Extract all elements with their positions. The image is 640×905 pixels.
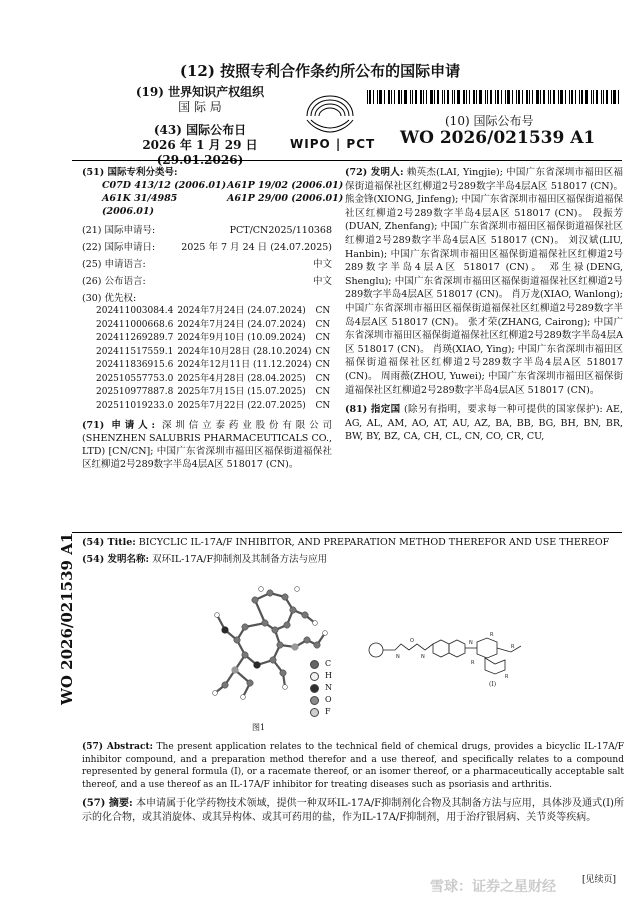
barcode-bar [437,90,439,104]
classification-grid [82,179,344,218]
title-en-row [82,536,622,549]
filing-language-value: 中文 [312,259,332,270]
office-name-line2: 国 际 局 [178,100,222,114]
applicant-text: 深圳信立泰药业股份有限公司 (SHENZHEN SALUBRIS PHARMACEUTICALS CO., LTD) [CN/CN]; 中国广东省深圳市福田区福保街道福保社区红柳道2号289数字半岛4层A区 518017 (CN)。 [82,420,332,470]
priority-row [96,359,334,373]
svg-text:R: R [505,674,509,680]
priority-number: 202411269289.7 [96,333,174,343]
legend-label: C [325,659,332,668]
barcode-bar [452,90,453,104]
atom-legend [310,658,332,718]
barcode-bar [522,90,523,104]
barcode-bar [516,90,517,104]
priority-number: 202510557753.0 [96,373,174,384]
barcode-bar [507,90,510,104]
designated-states-text: (除另有指明，要求每一种可提供的国家保护): AE, AG, AL, AM, AO, AT, AU, AZ, BA, BB, BG, BH, BN, BR, BW, BY, BZ, CA, CH, CL, CN, CO, CR, CU, [345,404,623,443]
inventors-block [345,166,623,397]
title-en-text: BICYCLIC IL-17A/F INHIBITOR, AND PREPARATION METHOD THEREFOR AND USE THEREOF [138,537,610,548]
barcode-bar [423,90,424,104]
barcode-bar [391,90,392,104]
wipo-pct-label: WIPO | PCT [290,137,376,151]
legend-item [310,670,332,682]
barcode-bar [575,90,576,104]
abstract-en [82,741,624,791]
barcode-bar [543,90,545,104]
barcode-bar [571,90,573,104]
wipo-logo-icon [285,92,375,136]
barcode-bar [601,90,602,104]
publication-language-label: (26) 公布语言: [82,276,146,287]
barcode-bar [384,90,385,104]
filing-language-row [82,258,332,271]
priority-number: 202411000668.6 [96,319,174,330]
barcode-bar [373,90,374,104]
classification-code: A61P 19/02 (2006.01) [227,180,344,191]
barcode-bar [526,90,528,104]
left-column [82,166,344,471]
abstract-zh-label: (57) 摘要: [82,798,133,809]
barcode-bar [591,90,592,104]
legend-item [310,658,332,670]
barcode-bar [540,90,541,104]
filing-date-value: 2025 年 7 月 24 日 (24.07.2025) [181,242,332,253]
priority-row [96,373,334,387]
title-zh-row [82,553,622,566]
inventors-text: 赖英杰(LAI, Yingjie); 中国广东省深圳市福田区福保街道福保社区红柳道2号289数字半岛4层A区 518017 (CN)。 熊金锋(XIONG, Jinfeng); 中国广东省深圳市福田区福保街道福保社区红柳道2号289数字半岛4层A区 518017 (CN)。 段振芳(DUAN, Zhenfang); 中国广东省深圳市福田区福保街道福保社区红柳道2号289数字半岛4层A区 518017 (CN)。 刘汉斌(LIU, Hanbin); 中国广东省深圳市福田区福保街道福保社区红柳道2号289数字半岛4层A区 518017 (CN)。 邓生禄(DENG, Shenglu); 中国广东省深圳市福田区福保街道福保社区红柳道2号289数字半岛4层A区 518017 (CN)。 肖万龙(XIAO, Wanlong); 中国广东省深圳市福田区福保街道福保社区红柳道2号289数字半岛4层A区 518017 (CN)。 张才荣(ZHANG, Cairong); 中国广东省深圳市福田区福保街道福保社区红柳道2号289数字半岛4层A区 518017 (CN)。 肖瑛(XIAO, Ying); 中国广东省深圳市福田区福保街道福保社区红柳道2号289数字半岛4层A区 518017 (CN)。 周雨薇(ZHOU, Yuwei); 中国广东省深圳市福田区福保街道福保社区红柳道2号289数字半岛4层A区 518017 (CN)。 [345,167,623,396]
priority-label: (30) 优先权: [82,293,137,304]
barcode-bar [377,90,378,104]
filing-date-row [82,241,332,254]
barcode-bar [379,90,382,104]
priority-date: 2024年12月11日 (11.12.2024) [177,360,312,370]
priority-number: 202411517559.1 [96,346,174,357]
svg-text:N: N [396,654,400,660]
barcode-bar [553,90,555,104]
priority-table [96,305,334,413]
office-name [100,85,300,115]
barcode-bar [447,90,449,104]
barcode-bar [497,90,499,104]
abstract-en-text: The present application relates to the technical field of chemical drugs, provides a bicyclic IL-17A/F inhibitor compound, and a preparation method therefor and a use thereof, and specifically relates to a compound represented by general formula (I), or a racemate thereof, or an isomer thereof, or a pharmaceutically acceptable salt thereof, and a use thereof as an IL-17A/F inhibitor for treating diseases such as psoriasis and arthritis. [82,742,624,790]
priority-date: 2024年10月28日 (28.10.2024) [177,346,312,357]
barcode-bar [548,90,549,104]
barcode-bar [606,90,608,104]
priority-country: CN [315,373,331,384]
barcode-bar [487,90,488,104]
barcode-bar [529,90,530,104]
barcode-bar [426,90,427,104]
app-number-row [82,224,332,237]
priority-row [96,319,334,333]
atom-dot-icon [310,672,319,681]
barcode-bar [532,90,533,104]
barcode-bar [369,90,371,104]
barcode-bar [593,90,594,104]
atom-dot-icon [310,708,319,717]
filing-language-label: (25) 申请语言: [82,259,146,270]
barcode-bar [415,90,417,104]
barcode-bar [558,90,559,104]
barcode-bar [585,90,588,104]
svg-text:R: R [471,660,475,666]
barcode-icon [367,90,622,104]
barcode-bar [550,90,551,104]
priority-number: 202411003084.4 [96,306,174,316]
barcode-bar [398,90,400,104]
barcode-bar [479,90,482,104]
priority-number: 202411836915.6 [96,360,174,370]
barcode-bar [430,90,433,104]
barcode-bar [367,90,368,104]
priority-country: CN [315,333,331,343]
atom-dot-icon [310,696,319,705]
barcode-bar [401,90,402,104]
barcode-bar [536,90,539,104]
barcode-bar [518,90,520,104]
barcode-bar [611,90,612,104]
right-column [345,166,623,444]
priority-date: 2025年7月15日 (15.07.2025) [177,387,306,397]
svg-text:N: N [469,640,473,646]
figure-caption: 图1 [252,723,266,732]
app-number-value: PCT/CN2025/110368 [229,225,332,236]
barcode-bar [613,90,616,104]
barcode-bar [596,90,598,104]
priority-date: 2025年4月28日 (28.04.2025) [177,373,306,384]
barcode-bar [420,90,422,104]
classification-code: C07D 413/12 (2006.01) [102,180,227,191]
structural-formula [365,628,625,688]
priority-row [96,386,334,400]
priority-row [96,400,334,414]
classification-code: A61P 29/00 (2006.01) [227,193,344,204]
barcode-bar [473,90,475,104]
classification-code: A61K 31/4985 (2006.01) [102,193,178,217]
legend-item [310,694,332,706]
svg-text:N: N [421,654,425,660]
priority-number: 202511019233.0 [96,400,174,411]
formula-label: (I) [489,681,497,688]
barcode-bar [501,90,502,104]
atom-dot-icon [310,660,319,669]
svg-text:O: O [410,638,414,644]
publication-date-block [100,123,300,168]
barcode-bar [512,90,513,104]
barcode-bar [388,90,390,104]
inventors-label: (72) 发明人: [345,167,404,178]
app-number-label: (21) 国际申请号: [82,225,156,236]
barcode-bar [394,90,395,104]
document-title: (12) 按照专利合作条约所公布的国际申请 [179,62,461,80]
barcode-bar [410,90,411,104]
filing-date-label: (22) 国际申请日: [82,242,156,253]
barcode-bar [485,90,486,104]
legend-item [310,682,332,694]
continued-label: [见续页] [582,875,617,885]
publication-language-value: 中文 [312,276,332,287]
pub-number: WO 2026/021539 A1 [400,128,596,148]
barcode-bar [444,90,445,104]
legend-item [310,706,332,718]
barcode-bar [457,90,460,104]
title-zh-text: 双环IL-17A/F抑制剂及其制备方法与应用 [152,554,328,565]
applicant-label: (71) 申请人: [82,420,156,431]
priority-date: 2024年7月24日 (24.07.2024) [177,306,306,316]
barcode-bar [412,90,413,104]
barcode-bar [495,90,496,104]
priority-country: CN [315,400,331,411]
barcode-bar [505,90,506,104]
priority-date: 2024年9月10日 (10.09.2024) [177,333,306,343]
barcode-bar [569,90,570,104]
title-zh-label: (54) 发明名称: [82,554,150,565]
legend-label: H [325,671,332,680]
barcode-bar [603,90,604,104]
priority-country: CN [315,360,331,370]
barcode-bar [560,90,563,104]
barcode-bar [434,90,435,104]
designated-states-label: (81) 指定国 [345,404,401,416]
watermark: 雪球：证券之星财经 [430,879,556,895]
legend-label: N [325,683,332,692]
barcode-bar [618,90,619,104]
title-en-label: (54) Title: [82,537,136,548]
legend-label: F [325,707,331,716]
svg-text:R: R [511,644,515,650]
classification-label: (51) 国际专利分类号: [82,167,178,178]
barcode-bar [581,90,583,104]
svg-text:R: R [490,632,494,638]
priority-date: 2024年7月24日 (24.07.2024) [177,319,306,330]
title-divider [72,532,622,533]
header-divider [72,160,622,161]
legend-label: O [325,695,332,704]
abstract-zh-text: 本申请属于化学药物技术领域，提供一种双环IL-17A/F抑制剂化合物及其制备方法与应用，具体涉及通式(I)所示的化合物，或其消旋体、或其异构体、或其可药用的盐，作为IL-17A/F抑制剂，用于治疗银屑病、关节炎等疾病。 [82,798,624,823]
publication-date-label: (43) 国际公布日 [153,123,247,137]
abstract-en-label: (57) Abstract: [82,742,153,752]
priority-country: CN [315,306,331,316]
barcode-bar [404,90,407,104]
designated-states-block [345,403,623,444]
priority-date: 2025年7月22日 (22.07.2025) [177,400,306,411]
side-publication-number: WO 2026/021539 A1 [58,532,76,705]
barcode-bar [565,90,566,104]
applicant-block [82,419,332,471]
barcode-bar [466,90,467,104]
priority-number: 202510977887.8 [96,387,174,397]
barcode-bar [463,90,465,104]
pub-number-label: (10) 国际公布号 [445,114,534,128]
atom-dot-icon [310,684,319,693]
barcode-bar [469,90,470,104]
publication-language-row [82,275,332,288]
priority-row [96,332,334,346]
barcode-bar [476,90,477,104]
priority-country: CN [315,387,331,397]
priority-row [96,346,334,360]
barcode-bar [442,90,443,104]
barcode-bar [454,90,455,104]
priority-country: CN [315,319,331,330]
abstract-zh [82,797,624,825]
priority-country: CN [315,346,331,357]
barcode-bar [490,90,492,104]
publication-date-value: 2026 年 1 月 29 日 (29.01.2026) [142,138,258,167]
barcode-bar [579,90,580,104]
priority-row [96,305,334,319]
office-name-line1: (19) 世界知识产权组织 [135,85,265,99]
